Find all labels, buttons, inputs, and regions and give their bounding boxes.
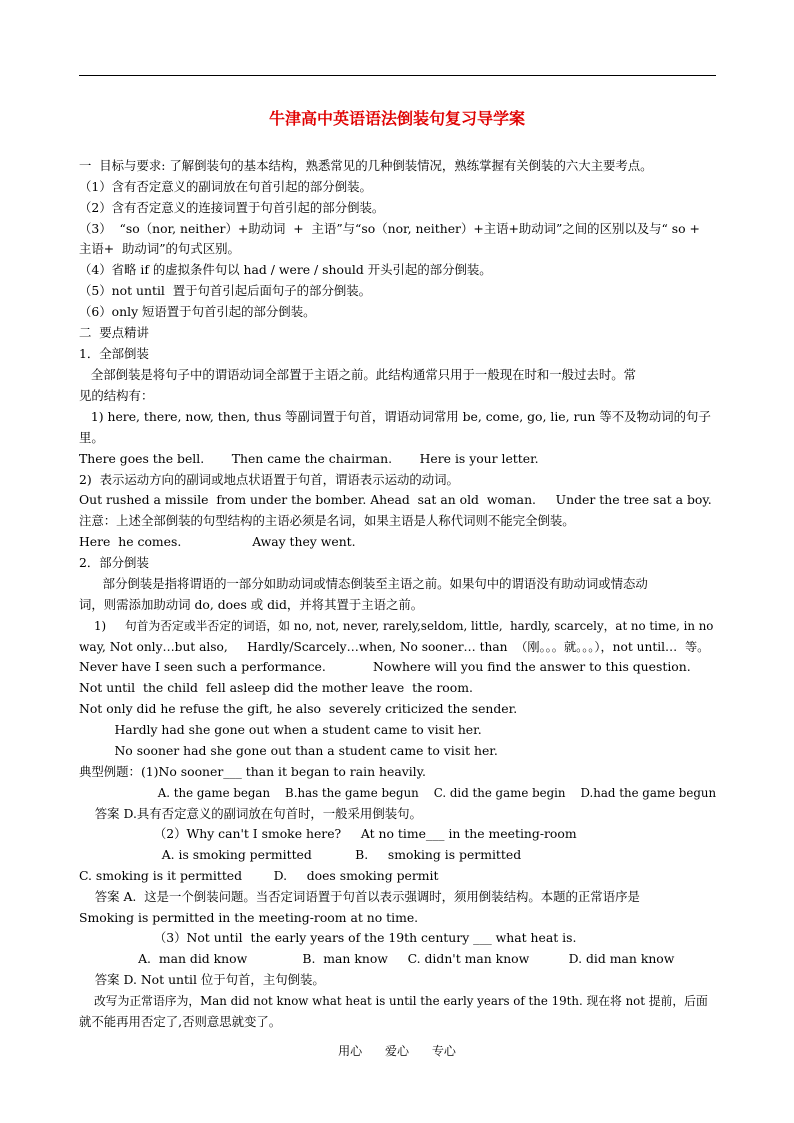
text-line: way, Not only…but also, Hardly/Scarcely…when, No sooner… than （刚。。。就。。。），not until… 等。 <box>79 640 710 654</box>
text-line: （2）Why can't I smoke here? At no time___ in the meeting-room <box>79 826 577 841</box>
page-title: 牛津高中英语语法倒装句复习导学案 <box>268 109 525 128</box>
text-line: （3）Not until the early years of the 19th century ___ what heat is. <box>79 930 577 945</box>
text-line: 见的结构有： <box>79 388 154 403</box>
text-line: Hardly had she gone out when a student came to visit her. <box>79 722 482 737</box>
text-line: （6）only 短语置于句首引起的部分倒装。 <box>79 304 316 319</box>
page-footer: 用心 爱心 专心 <box>338 1044 456 1058</box>
text-line: 答案 D.具有否定意义的副词放在句首时，一般采用倒装句。 <box>79 806 422 821</box>
text-line: Smoking is permitted in the meeting-room at no time. <box>79 910 419 925</box>
text-line: 词，则需添加助动词 do, does 或 did，并将其置于主语之前。 <box>79 597 424 612</box>
text-line: （5）not until 置于句首引起后面句子的部分倒装。 <box>79 283 372 298</box>
text-line: （1）含有否定意义的副词放在句首引起的部分倒装。 <box>79 179 372 194</box>
text-line: 典型例题：(1)No sooner___ than it began to rain heavily. <box>79 764 426 779</box>
text-line: 部分倒装是指将谓语的一部分如助动词或情态倒装至主语之前。如果句中的谓语没有助动词或情态动 <box>79 576 648 591</box>
text-line: 一 目标与要求: 了解倒装句的基本结构，熟悉常见的几种倒装情况，熟练掌握有关倒装的六大主要考点。 <box>79 158 653 173</box>
text-line: （2）含有否定意义的连接词置于句首引起的部分倒装。 <box>79 200 385 215</box>
text-line: Here he comes. Away they went. <box>79 534 356 549</box>
text-line: Out rushed a missile from under the bomber. Ahead sat an old woman. Under the tree sat a boy. <box>79 492 712 507</box>
text-line: （4）省略 if 的虚拟条件句以 had / were / should 开头引起的部分倒装。 <box>79 262 492 277</box>
text-line: 答案 D. Not until 位于句首，主句倒装。 <box>79 972 325 987</box>
text-line: 就不能再用否定了,否则意思就变了。 <box>79 1014 282 1029</box>
text-line: 答案 A. 这是一个倒装问题。当否定词语置于句首以表示强调时，须用倒装结构。本题的正常语序是 <box>79 889 640 904</box>
text-line: Not only did he refuse the gift, he also severely criticized the sender. <box>79 701 518 716</box>
text-line: Never have I seen such a performance. Nowhere will you find the answer to this question. <box>79 659 691 674</box>
text-line: A. the game began B.has the game begun C. did the game begin D.had the game begun <box>79 786 717 800</box>
text-line: （3） “so（nor, neither）+助动词 + 主语”与“so（nor, neither）+主语+助动词”之间的区别以及与“ so + <box>79 221 700 236</box>
text-line: A. is smoking permitted B. smoking is permitted <box>79 847 522 862</box>
text-line: No sooner had she gone out than a student came to visit her. <box>79 743 498 758</box>
text-line: 注意：上述全部倒装的句型结构的主语必须是名词，如果主语是人称代词则不能完全倒装。 <box>79 513 575 528</box>
text-line: 里。 <box>79 430 104 445</box>
text-line: 二 要点精讲 <box>79 325 149 340</box>
text-line: Not until the child fell asleep did the mother leave the room. <box>79 680 473 695</box>
text-line: 改写为正常语序为，Man did not know what heat is until the early years of the 19th. 现在将 not 提前，后面 <box>79 994 708 1008</box>
text-line: 1) here, there, now, then, thus 等副词置于句首，谓语动词常用 be, come, go, lie, run 等不及物动词的句子 <box>79 409 711 424</box>
text-line: 2．部分倒装 <box>79 555 149 570</box>
text-line: C. smoking is it permitted D. does smoking permit <box>79 868 439 883</box>
text-line: 1) 句首为否定或半否定的词语，如 no, not, never, rarely,seldom, little, hardly, scarcely，at no time, in no <box>79 619 714 633</box>
text-line: A. man did know B. man know C. didn't man know D. did man know <box>79 951 675 966</box>
header-rule <box>79 75 716 76</box>
text-line: 主语+ 助动词”的句式区别。 <box>79 241 240 256</box>
text-line: 全部倒装是将句子中的谓语动词全部置于主语之前。此结构通常只用于一般现在时和一般过去时。常 <box>79 367 637 382</box>
text-line: There goes the bell. Then came the chairman. Here is your letter. <box>79 451 539 466</box>
text-line: 2) 表示运动方向的副词或地点状语置于句首，谓语表示运动的动词。 <box>79 472 459 487</box>
text-line: 1．全部倒装 <box>79 346 149 361</box>
